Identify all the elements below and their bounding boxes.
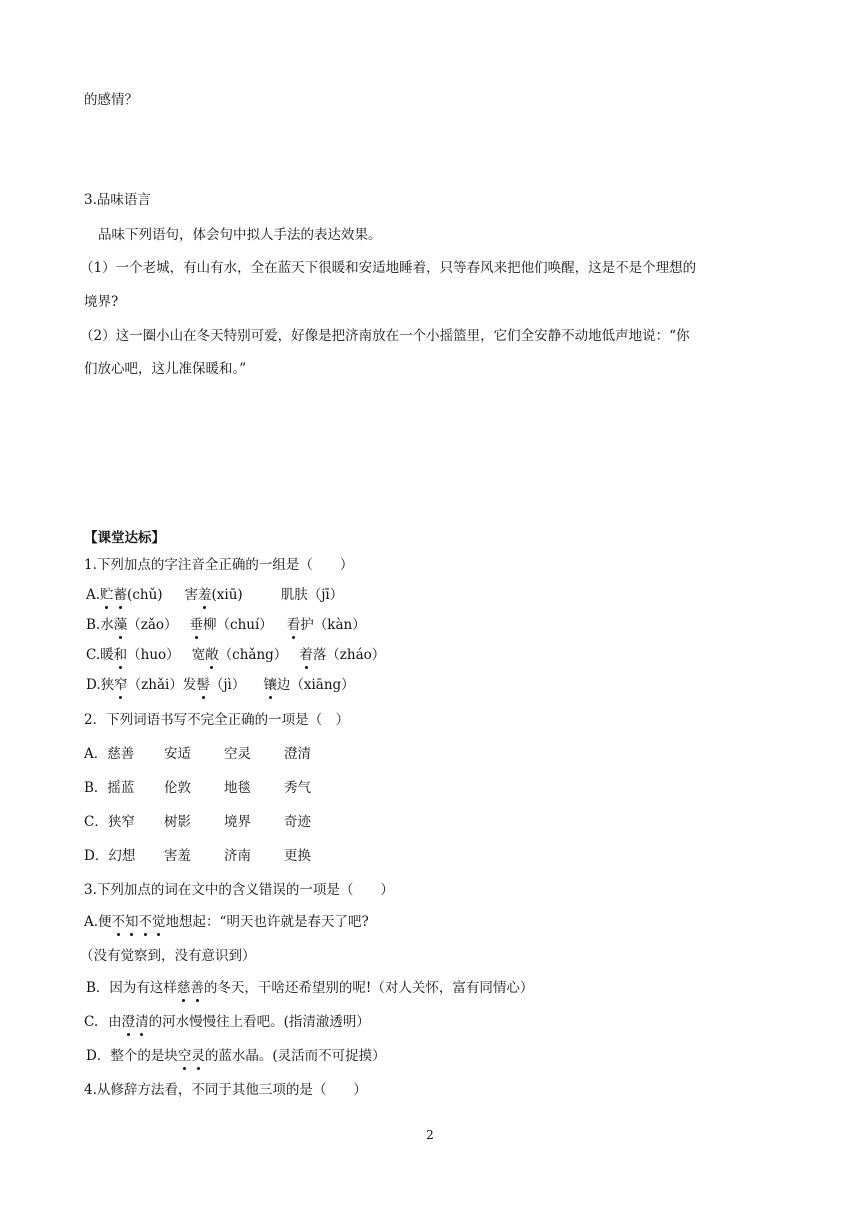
q1-option-d: D.狭窄（zhǎi）发髻（jì） 镶边（xiāng）	[86, 677, 355, 693]
q1-stem: 1.下列加点的字注音全正确的一组是（ ）	[84, 557, 354, 573]
q3-option-a: A.便不知不觉地想起：“明天也许就是春天了吧?	[84, 914, 369, 930]
classwork-heading: 【课堂达标】	[84, 530, 165, 546]
q2-stem: 2．下列词语书写不完全正确的一项是（ ）	[84, 712, 350, 728]
q1-option-a: A.贮蓄(chǔ) 害羞(xiū) 肌肤（jī）	[86, 587, 344, 603]
intro-tail: 的感情？	[84, 92, 138, 108]
sentence1-line1: （1）一个老城，有山有水，全在蓝天下很暖和安适地睡着，只等春风来把他们唤醒，这是不是个理想的	[80, 260, 697, 276]
q3-option-c: C. 由澄清的河水慢慢往上看吧。(指清澈透明）	[84, 1014, 370, 1030]
section3-instruction: 品味下列语句，体会句中拟人手法的表达效果。	[98, 227, 382, 243]
section3-title: 3.品味语言	[84, 192, 151, 208]
q2-option-a: A．慈善 安适 空灵 澄清	[84, 746, 311, 762]
page-number: 2	[426, 1128, 434, 1142]
q2-option-d: D．幻想 害羞 济南 更换	[84, 848, 311, 864]
q1-option-b: B.水藻（zǎo） 垂柳（chuí） 看护（kàn）	[86, 617, 366, 633]
sentence2-line1: （2）这一圈小山在冬天特别可爱，好像是把济南放在一个小摇篮里，它们全安静不动地低声地说：“你	[80, 328, 690, 344]
q3-stem: 3.下列加点的词在文中的含义错误的一项是（ ）	[84, 882, 394, 898]
q2-option-c: C．狭窄 树影 境界 奇迹	[84, 814, 311, 830]
q3-option-b: B．因为有这样慈善的冬天，干啥还希望别的呢!（对人关怀，富有同情心）	[86, 980, 534, 996]
sentence2-line2: 们放心吧，这儿准保暖和。”	[84, 361, 247, 377]
q4-stem: 4.从修辞方法看，不同于其他三项的是（ ）	[84, 1082, 367, 1098]
q3-option-a-note: （没有觉察到，没有意识到）	[80, 948, 256, 964]
q2-option-b: B．摇蓝 伦敦 地毯 秀气	[84, 780, 311, 796]
sentence1-line2: 境界?	[84, 294, 119, 310]
q1-option-c: C.暖和（huo） 宽敞（chǎng） 着落（zháo）	[86, 647, 386, 663]
q3-option-d: D．整个的是块空灵的蓝水晶。(灵活而不可捉摸）	[86, 1048, 386, 1064]
